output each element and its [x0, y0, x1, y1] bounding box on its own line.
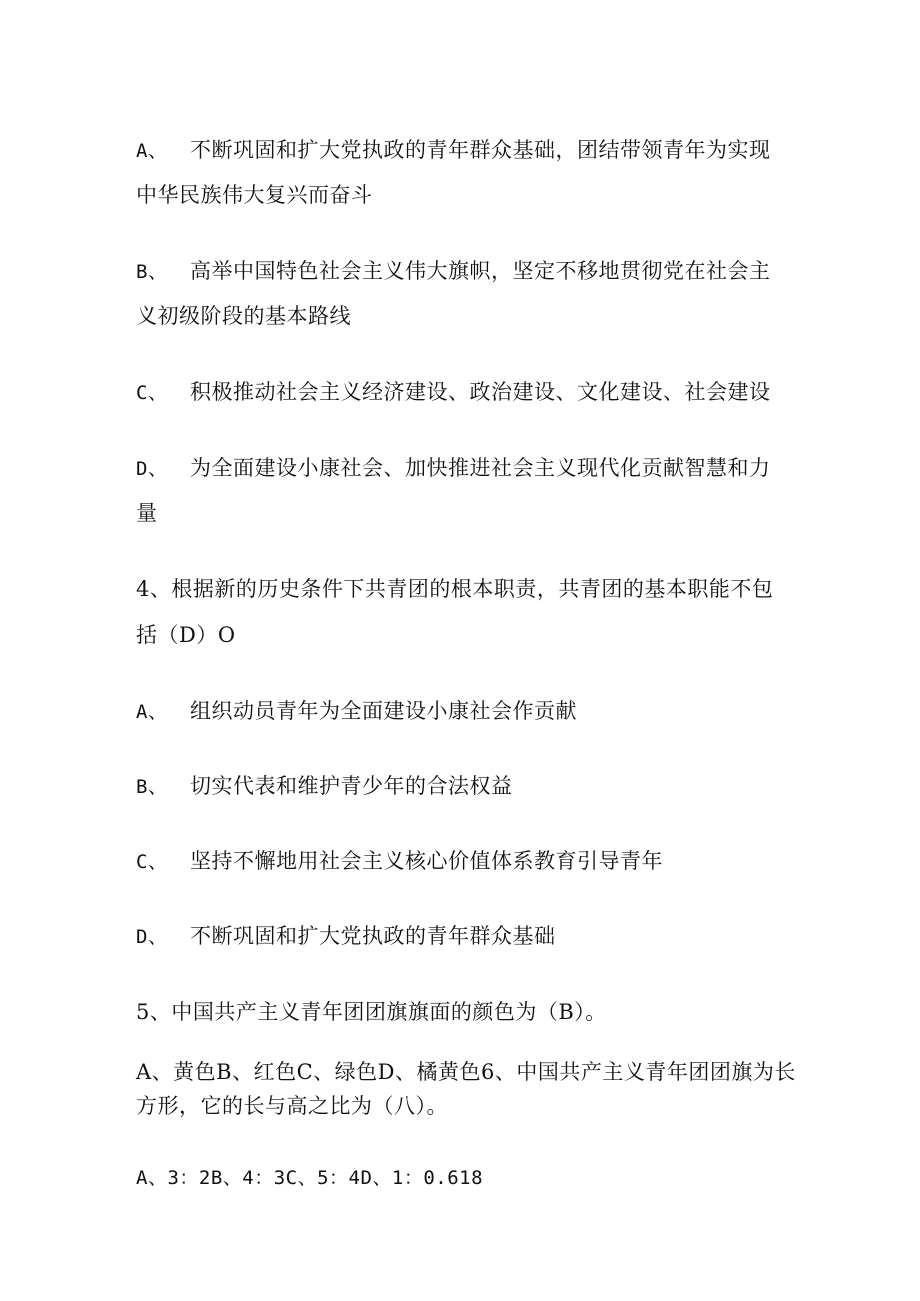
q6-options: A、3：2B、4：3C、5：4D、1：0.618	[136, 1167, 484, 1189]
q3-option-d-label: D、	[136, 458, 168, 480]
q3-option-c-text: 积极推动社会主义经济建设、政治建设、文化建设、社会建设	[190, 380, 771, 404]
q4-option-d-label: D、	[136, 926, 168, 948]
q4-option-a	[136, 696, 786, 727]
q4-option-d-text: 不断巩固和扩大党执政的青年群众基础	[190, 924, 556, 948]
q3-option-a-line1	[136, 135, 786, 166]
q3-option-b-label: B、	[136, 261, 168, 283]
q4-option-a-text: 组织动员青年为全面建设小康社会作贡献	[190, 699, 577, 723]
q3-option-c-label: C、	[136, 382, 168, 404]
q3-option-a-line2: 中华民族伟大复兴而奋斗	[136, 183, 373, 207]
q4-question-line1: 4、根据新的历史条件下共青团的根本职责，共青团的基本职能不包	[136, 577, 774, 601]
q3-option-b-text: 高举中国特色社会主义伟大旗帜，坚定不移地贯彻党在社会主	[190, 259, 771, 283]
q3-option-a-label: A、	[136, 140, 168, 162]
q3-option-d-line2: 量	[136, 501, 158, 525]
q4-option-d	[136, 921, 786, 952]
q3-option-d-line1	[136, 453, 786, 484]
q3-option-d-text: 为全面建设小康社会、加快推进社会主义现代化贡献智慧和力	[190, 456, 771, 480]
q4-option-b-text: 切实代表和维护青少年的合法权益	[190, 774, 513, 798]
q5-answers-line1: A、黄色B、红色C、绿色D、橘黄色6、中国共产主义青年团团旗为长	[136, 1060, 796, 1084]
q3-option-a-text: 不断巩固和扩大党执政的青年群众基础，团结带领青年为实现	[190, 138, 771, 162]
q3-option-b-line2: 义初级阶段的基本路线	[136, 304, 351, 328]
q4-option-c-text: 坚持不懈地用社会主义核心价值体系教育引导青年	[190, 849, 663, 873]
q3-option-b-line1	[136, 256, 786, 287]
q5-answers-line2: 方形，它的长与高之比为（八）。	[136, 1094, 448, 1118]
q4-option-b	[136, 771, 786, 802]
q4-option-a-label: A、	[136, 701, 168, 723]
q4-option-c-label: C、	[136, 851, 168, 873]
q4-option-c	[136, 846, 786, 877]
q5-question: 5、中国共产主义青年团团旗旗面的颜色为（B）。	[136, 1000, 607, 1024]
q4-option-b-label: B、	[136, 776, 168, 798]
q4-question-line2: 括（D）O	[136, 623, 236, 647]
q3-option-c-line1	[136, 377, 786, 408]
